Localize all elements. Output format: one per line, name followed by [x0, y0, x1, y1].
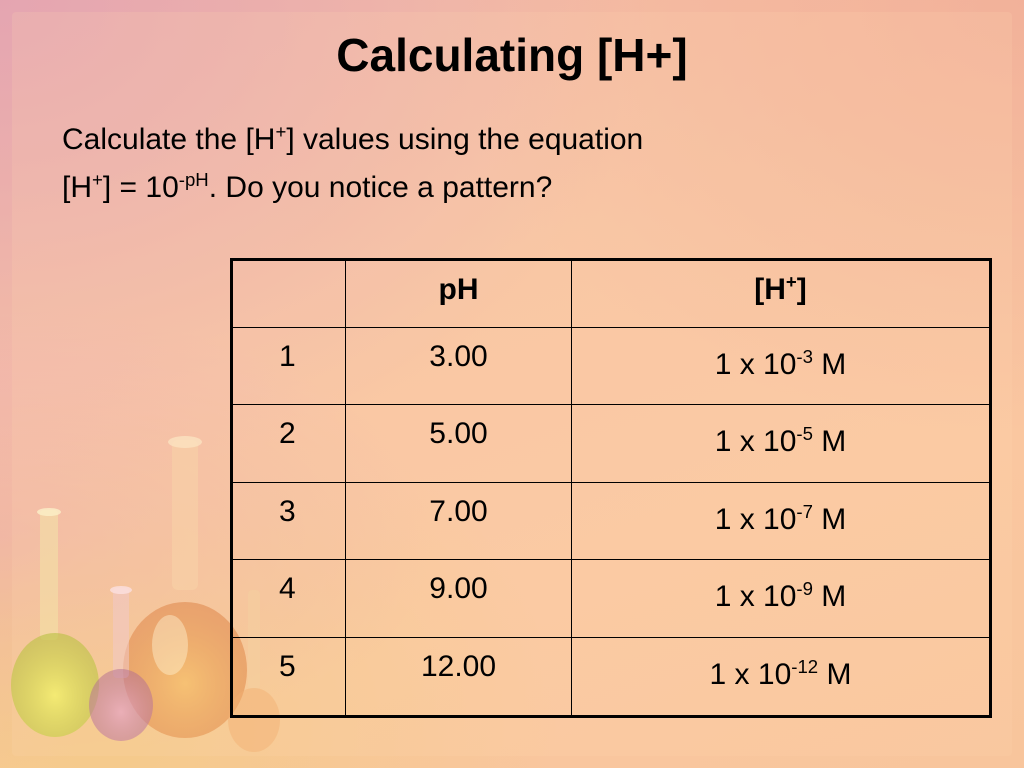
cell-index: 1 [232, 327, 346, 405]
header-ph: pH [346, 260, 572, 328]
slide-title: Calculating [H+] [336, 29, 688, 81]
cell-h-concentration: 1 x $10^{-5}$ M [572, 405, 991, 483]
table-row [232, 327, 991, 405]
ph-concentration-table [230, 258, 992, 718]
table-header-row [232, 260, 991, 328]
cell-ph: 12.00 [346, 637, 572, 716]
cell-h-concentration: 1 x $10^{-3}$ M [572, 327, 991, 405]
cell-h-concentration: 1 x $10^{-9}$ M [572, 560, 991, 638]
cell-ph: 9.00 [346, 560, 572, 638]
header-h-concentration: [H+] [572, 260, 991, 328]
cell-ph: 3.00 [346, 327, 572, 405]
cell-h-concentration: 1 x $10^{-7}$ M [572, 482, 991, 560]
instructions-line-2: $[H^+] = 10^{-pH}$. Do you notice a pattern? [62, 169, 553, 204]
header-index [232, 260, 346, 328]
table-row [232, 405, 991, 483]
cell-index: 4 [232, 560, 346, 638]
cell-index: 5 [232, 637, 346, 716]
cell-index: 2 [232, 405, 346, 483]
cell-ph: 5.00 [346, 405, 572, 483]
instructions-line-1: Calculate the [H+] values using the equation [62, 121, 644, 156]
cell-h-concentration: 1 x $10^{-12}$ M [572, 637, 991, 716]
slide-instructions [62, 116, 822, 212]
table-row [232, 482, 991, 560]
table-row [232, 637, 991, 716]
cell-ph: 7.00 [346, 482, 572, 560]
cell-index: 3 [232, 482, 346, 560]
table-row [232, 560, 991, 638]
